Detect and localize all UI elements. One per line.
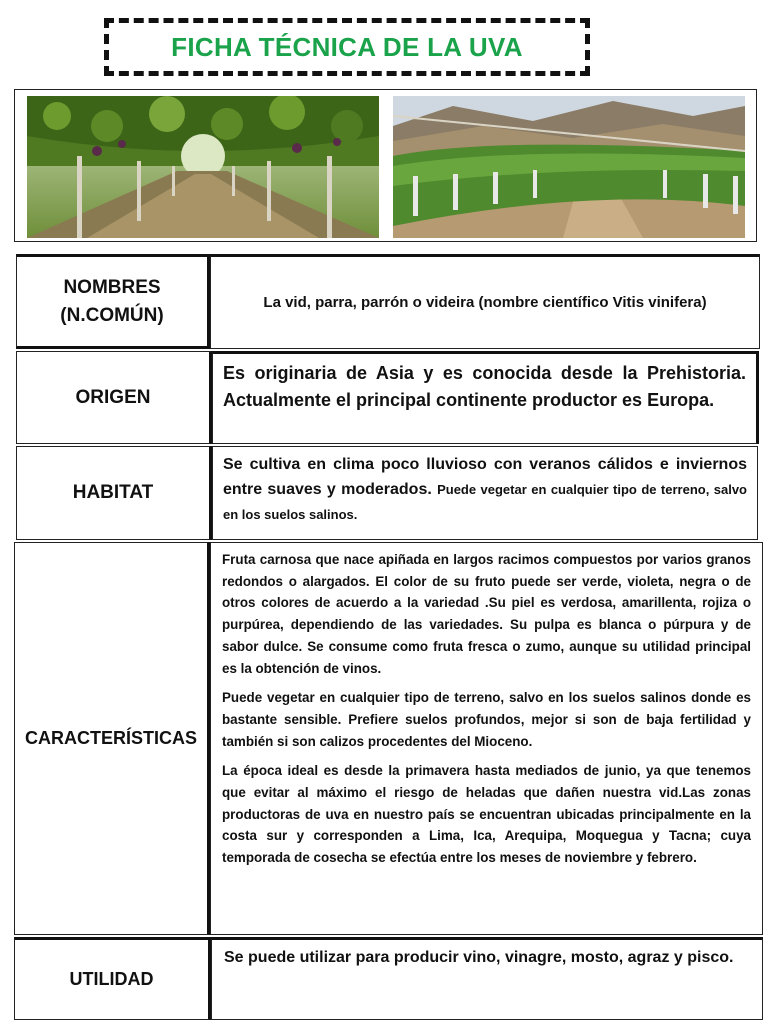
caracteristicas-label: CARACTERÍSTICAS (24, 728, 197, 749)
origen-label-cell (16, 351, 212, 444)
habitat-text-main: Se cultiva en clima poco lluvioso con veranos cálidos e inviernos entre suaves y moderados. (223, 456, 747, 498)
nombres-label-line1: NOMBRES (63, 276, 161, 298)
habitat-text-small: Puede vegetar en cualquier tipo de terreno, salvo en los suelos salinos. (223, 481, 748, 522)
nombres-content-cell (210, 254, 760, 349)
caracteristicas-paragraph-2: Puede vegetar en cualquier tipo de terreno, salvo en los suelos salinos donde es bastante sensible. Prefiere suelos profundos, mejor si son de baja fertilidad y también si son calizos procedentes del Mioceno. (222, 690, 751, 749)
utilidad-label-cell (14, 937, 211, 1020)
origen-content-cell (212, 351, 759, 444)
origen-label: ORIGEN (75, 386, 151, 408)
nombres-label-cell (16, 254, 210, 349)
utilidad-text: Se puede utilizar para producir vino, vinagre, mosto, agraz y pisco. (224, 949, 734, 966)
origen-text: Es originaria de Asia y es conocida desde la Prehistoria. Actualmente el principal continente productor es Europa. (223, 363, 746, 410)
caracteristicas-label-cell (14, 542, 210, 935)
title-box (104, 18, 590, 76)
utilidad-label: UTILIDAD (69, 969, 154, 990)
photo-frame (14, 89, 757, 242)
habitat-label: HABITAT (72, 482, 154, 504)
page-title: FICHA TÉCNICA DE LA UVA (171, 31, 523, 62)
nombres-label-line2: (N.COMÚN) (60, 304, 164, 326)
vineyard-valley-photo (393, 96, 745, 238)
utilidad-content-cell (211, 937, 763, 1020)
caracteristicas-content-cell (210, 542, 763, 935)
caracteristicas-paragraph-3: La época ideal es desde la primavera hasta mediados de junio, ya que tenemos que evitar al máximo el riesgo de heladas que dañen nuestra vid.Las zonas productoras de uva en nuestro país se encuentran ubicadas principalmente en la costa sur y corresponden a Lima, Ica, Arequipa, Moquegua y Tacna; cuya temporada de cosecha se efectúa entre los meses de noviembre y febrero. (222, 763, 751, 866)
caracteristicas-paragraph-1: Fruta carnosa que nace apiñada en largos racimos compuestos por varios granos redondos o alargados. El color de su fruto puede ser verde, violeta, negra o de otros colores de acuerdo a la variedad .Su piel es verdosa, amarillenta, rojiza o purpúrea, dependiendo de las variedades. Su pulpa es blanca o púrpura y de sabor dulce. Se consume como fruta fresca o zumo, aunque su utilidad principal es la obtención de vinos. (222, 552, 751, 676)
habitat-content-cell (212, 446, 758, 540)
habitat-label-cell (16, 446, 212, 540)
nombres-text: La vid, parra, parrón o videira (nombre científico Vitis vinifera) (263, 293, 707, 311)
vineyard-pergola-photo (27, 96, 379, 238)
